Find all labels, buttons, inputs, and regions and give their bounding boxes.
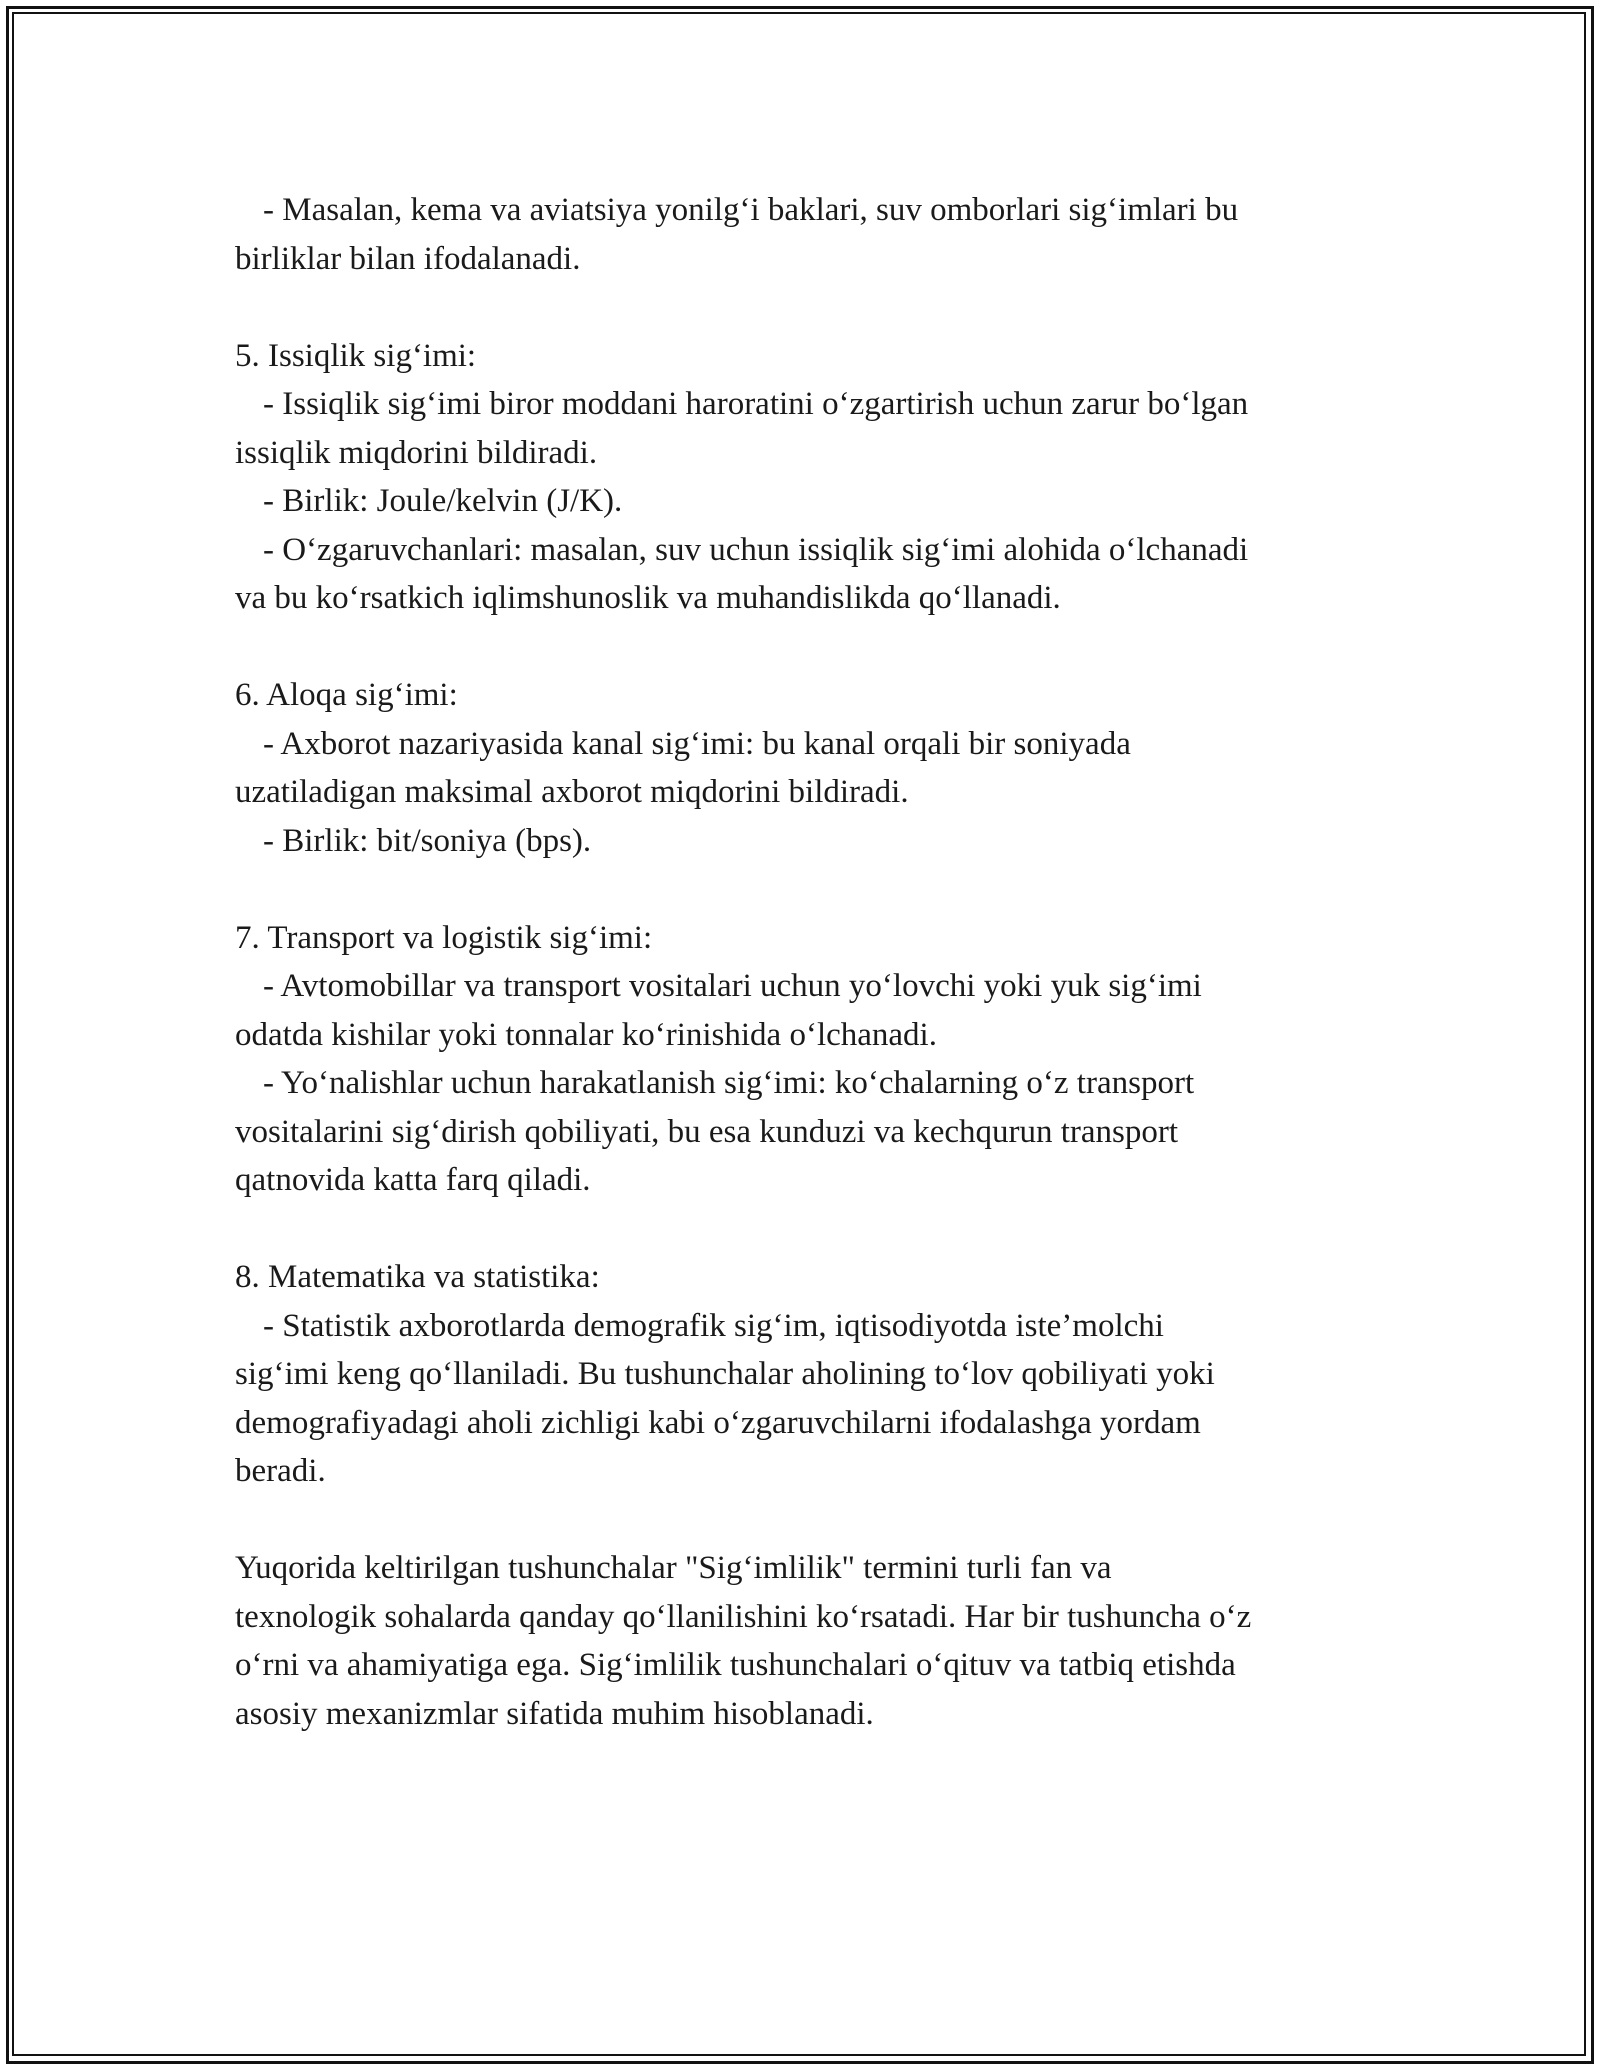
document-body xyxy=(235,186,1370,1787)
text-line: Yuqorida keltirilgan tushunchalar "Sig‘imlilik" termini turli fan va xyxy=(235,1550,1112,1586)
text-line: vositalarini sig‘dirish qobiliyati, bu esa kunduzi va kechqurun transport xyxy=(235,1113,1179,1150)
text-line: va bu ko‘rsatkich iqlimshunoslik va muhandislikda qo‘llanadi. xyxy=(235,580,1061,616)
text-line: asosiy mexanizmlar sifatida muhim hisoblanadi. xyxy=(235,1695,874,1732)
text-line: birliklar bilan ifodalanadi. xyxy=(235,240,581,277)
section-math-statistics xyxy=(235,1253,1370,1496)
text-line: odatda kishilar yoki tonnalar ko‘rinishida o‘lchanadi. xyxy=(235,1016,937,1053)
text-line: uzatiladigan maksimal axborot miqdorini bildiradi. xyxy=(235,774,909,810)
text-line: - O‘zgaruvchanlari: masalan, suv uchun issiqlik sig‘imi alohida o‘lchanadi xyxy=(263,531,1249,568)
text-line: sig‘imi keng qo‘llaniladi. Bu tushunchalar aholining to‘lov qobiliyati yoki xyxy=(235,1356,1215,1392)
text-line: demografiyadagi aholi zichligi kabi o‘zgaruvchilarni ifodalashga yordam xyxy=(235,1404,1201,1441)
text-line: - Issiqlik sig‘imi biror moddani haroratini o‘zgartirish uchun zarur bo‘lgan xyxy=(263,386,1249,422)
section-heading: 5. Issiqlik sig‘imi: xyxy=(235,337,477,374)
text-line: - Birlik: bit/soniya (bps). xyxy=(263,822,592,859)
text-line: - Statistik axborotlarda demografik sig‘im, iqtisodiyotda iste’molchi xyxy=(263,1307,1164,1344)
section-heading: 7. Transport va logistik sig‘imi: xyxy=(235,919,653,956)
section-heading: 8. Matematika va statistika: xyxy=(235,1259,600,1295)
section-heat-capacity xyxy=(235,332,1370,623)
text-line: - Birlik: Joule/kelvin (J/K). xyxy=(263,483,623,519)
text-line: - Yo‘nalishlar uchun harakatlanish sig‘imi: ko‘chalarning o‘z transport xyxy=(263,1065,1195,1101)
text-line: - Avtomobillar va transport vositalari uchun yo‘lovchi yoki yuk sig‘imi xyxy=(263,968,1202,1004)
text-line: issiqlik miqdorini bildiradi. xyxy=(235,434,598,471)
text-line: qatnovida katta farq qiladi. xyxy=(235,1162,591,1198)
text-line: - Axborot nazariyasida kanal sig‘imi: bu kanal orqali bir soniyada xyxy=(263,725,1131,762)
text-line: beradi. xyxy=(235,1453,326,1489)
section-channel-capacity xyxy=(235,671,1370,865)
section-heading: 6. Aloqa sig‘imi: xyxy=(235,677,458,713)
intro-paragraph xyxy=(235,186,1370,283)
section-transport-capacity xyxy=(235,914,1370,1205)
conclusion-paragraph xyxy=(235,1544,1370,1738)
text-line: texnologik sohalarda qanday qo‘llanilishini ko‘rsatadi. Har bir tushuncha o‘z xyxy=(235,1598,1252,1635)
text-line: - Masalan, kema va aviatsiya yonilg‘i baklari, suv omborlari sig‘imlari bu xyxy=(263,192,1239,228)
text-line: o‘rni va ahamiyatiga ega. Sig‘imlilik tushunchalari o‘qituv va tatbiq etishda xyxy=(235,1647,1236,1683)
